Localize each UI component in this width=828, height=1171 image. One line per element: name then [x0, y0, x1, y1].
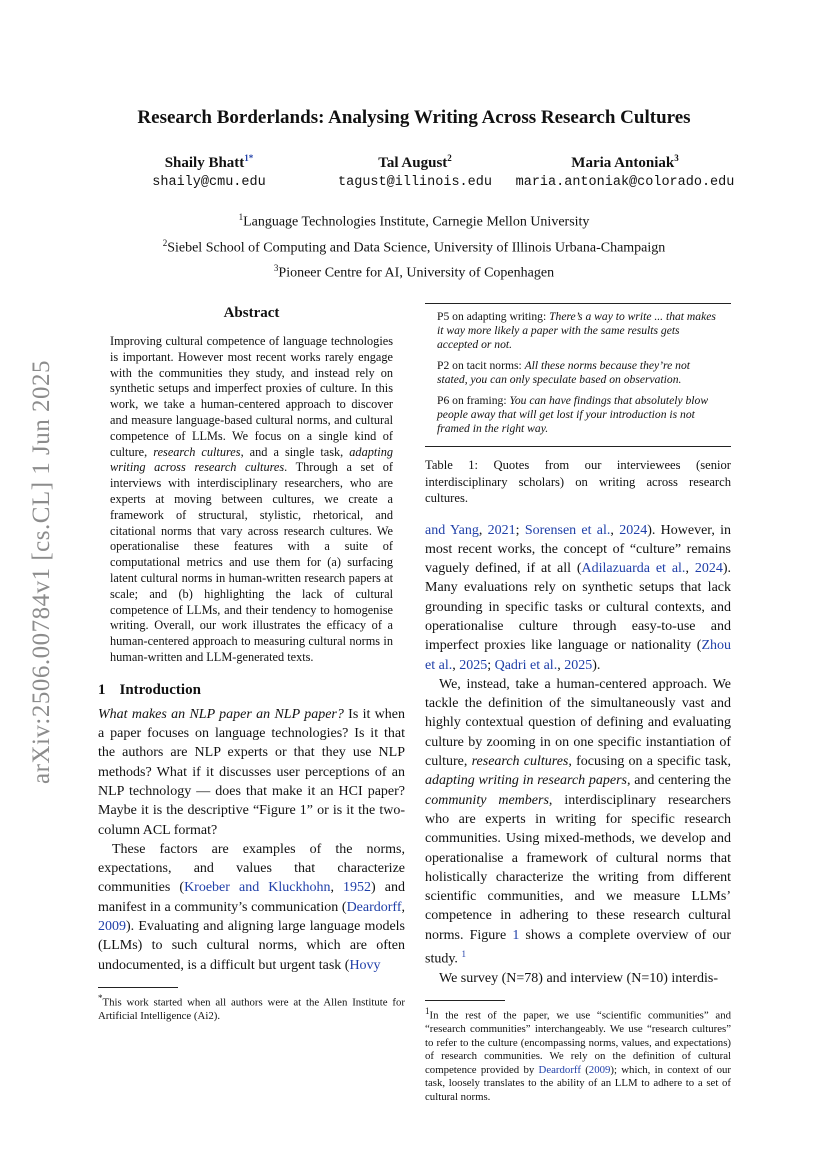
paper-title: Research Borderlands: Analysing Writing Across Research Cultures: [137, 107, 691, 128]
quote-row: P5 on adapting writing: There’s a way to write ... that makes it way more likely a paper with the same results gets accepted or not.: [437, 310, 716, 351]
footnote-rule: [425, 1000, 505, 1001]
footnote-ref-link[interactable]: 1: [461, 949, 466, 960]
citation-year-link[interactable]: 1952: [343, 880, 372, 896]
citation-link[interactable]: Deardorff: [538, 1063, 581, 1076]
arxiv-identifier: arXiv:2506.00784v1 [cs.CL] 1 Jun 2025: [28, 359, 55, 785]
citation-link[interactable]: Zhou et al.: [425, 638, 731, 673]
citation-year-link[interactable]: 2025: [564, 657, 593, 673]
author-email[interactable]: maria.antoniak@colorado.edu: [515, 175, 735, 190]
right-paragraph-1: and Yang, 2021; Sorensen et al., 2024). However, in most recent works, the concept of “culture” remains vaguely defined, if at all (Adilazuarda et al., 2024). Many evaluations rely on synthetic setups that lack grounding in specific tasks or cultural contexts, and operationalise culture through easy-to-use and imperfect proxies like language or nationality (Zhou et al., 2025; Qadri et al., 2025).: [425, 522, 732, 673]
author-email[interactable]: tagust@illinois.edu: [338, 175, 492, 190]
citation-year-link[interactable]: 2024: [619, 522, 648, 538]
footnote-1: $^1$In the rest of the paper, we use “scientific communities” and “research communities” interchangeably. We use “research cultures” to refer to the culture (encompassing norms, values, and expectations) of research communities. We rely on the definition of cultural competence provided by Deardorff (2009); which, in context of our task, loosely translates to the ability of an LLM to adhere to a set of cultural norms.: [425, 1006, 731, 1103]
citation-link[interactable]: Qadri et al.: [494, 657, 558, 673]
figure-ref-link[interactable]: 1: [512, 927, 520, 943]
author-name: Tal August: [378, 155, 448, 171]
quote-row: P2 on tacit norms: All these norms because they’re not stated, you can only speculate based on observation.: [437, 359, 690, 386]
citation-year-link[interactable]: 2021: [487, 522, 516, 538]
citation-link[interactable]: Sorensen et al.: [524, 522, 611, 538]
author-affil-sup: 3: [674, 153, 679, 163]
citation-link[interactable]: Kroeber and Kluckhohn: [184, 880, 331, 896]
quotes-table: [425, 303, 731, 447]
citation-link[interactable]: Adilazuarda et al.: [581, 561, 686, 577]
citation-year-link[interactable]: 2025: [459, 657, 488, 673]
abstract-heading: Abstract: [223, 305, 280, 321]
author-block: [0, 153, 828, 193]
intro-paragraph-1: What makes an NLP paper an NLP paper? Is it when a paper focuses on language technologies? Is it that the authors are NLP experts or that they use NLP methods? What if it discusses user perceptions of an NLP technology — does that make it an HCI paper? Maybe it is the descriptive “Figure 1” or is it the two-column ACL format?: [98, 706, 405, 838]
citation-year-link[interactable]: 2024: [694, 561, 723, 577]
abstract-text: Improving cultural competence of language technologies is important. However most recent works rarely engage with the communities they study, and instead rely on synthetic setups and imperfect proxies of culture. In this work, we take a human-centered approach to discover and measure language-based cultural norms, and cultural competence of LLMs. We focus on a single kind of culture, research cultures, and a single task, adapting writing across research cultures. Through a set of interviews with interdisciplinary researchers, who are experts at moving between cultures, we create a framework of structural, stylistic, rhetorical, and citational norms that vary across research cultures. We operationalise these features with a suite of computational metrics and use them for (a) surfacing latent cultural norms in human-written research papers at scale; and (b) highlighting the lack of cultural competence of LLMs, and their tendency to homogenise writing. Overall, our work illustrates the efficacy of a human-centered approach to measuring cultural norms in human-written and LLM-generated texts.: [110, 334, 394, 664]
citation-link[interactable]: and Yang: [425, 522, 479, 538]
affiliation-1: $^1$Language Technologies Institute, Carnegie Mellon University: [238, 212, 590, 230]
affiliation-2: $^2$Siebel School of Computing and Data Science, University of Illinois Urbana-Champaign: [162, 237, 666, 256]
footnote-rule: [98, 987, 178, 988]
left-column: [98, 305, 405, 1023]
quote-row: P6 on framing: You can have findings that absolutely blow people away that will get lost if your introduction is not framed in the right way.: [437, 394, 709, 435]
author-email[interactable]: shaily@cmu.edu: [152, 175, 266, 190]
citation-year-link[interactable]: 2009: [98, 919, 126, 934]
table-caption: Table 1: Quotes from our interviewees (senior interdisciplinary scholars) on writing across research cultures.: [425, 458, 731, 505]
right-column: [425, 303, 731, 1104]
affiliations: [0, 207, 828, 284]
right-paragraph-2: We, instead, take a human-centered approach. We tackle the definition of the simultaneously vast and highly contextual question of defining and evaluating culture by zooming in on one specific instantiation of culture, research cultures, focusing on a specific task, adapting writing in research papers, and centering the community members, interdisciplinary researchers who are experts in writing for specific research communities. Using mixed-methods, we develop and operationalise a framework of cultural norms that holistically characterize the writing from different scientific communities, and we measure LLMs’ competence in adhering to these research cultural norms. Figure 1 shows a complete overview of our study. $^1$: [425, 676, 732, 967]
intro-paragraph-2: These factors are examples of the norms, expectations, and values that characterize communities (Kroeber and Kluckhohn, 1952) and manifest in a community’s communication (Deardorff, 2009). Evaluating and aligning large language models (LLMs) to such cultural norms, which are often undocumented, is a difficult but urgent task (Hovy: [98, 841, 405, 973]
author-2: [325, 153, 505, 190]
author-affil-sup: 1*: [244, 153, 254, 163]
citation-link[interactable]: Deardorff: [346, 899, 402, 915]
affiliation-3: $^3$Pioneer Centre for AI, University of Copenhagen: [273, 263, 555, 281]
citation-year-link[interactable]: 2009: [588, 1063, 611, 1076]
author-affil-sup: 2: [447, 153, 452, 163]
author-3: [505, 153, 745, 190]
footnote-star: *This work started when all authors were at the Allen Institute for Artificial Intelligence (Ai2).: [98, 992, 405, 1022]
citation-link[interactable]: Hovy: [349, 957, 381, 973]
author-1: [129, 153, 289, 190]
author-name: Shaily Bhatt: [164, 155, 245, 171]
arxiv-sidebar: [22, 352, 62, 792]
section-heading-introduction: 1 Introduction: [98, 681, 201, 698]
author-name: Maria Antoniak: [571, 155, 675, 171]
right-paragraph-3: We survey (N=78) and interview (N=10) interdis-: [439, 970, 719, 986]
